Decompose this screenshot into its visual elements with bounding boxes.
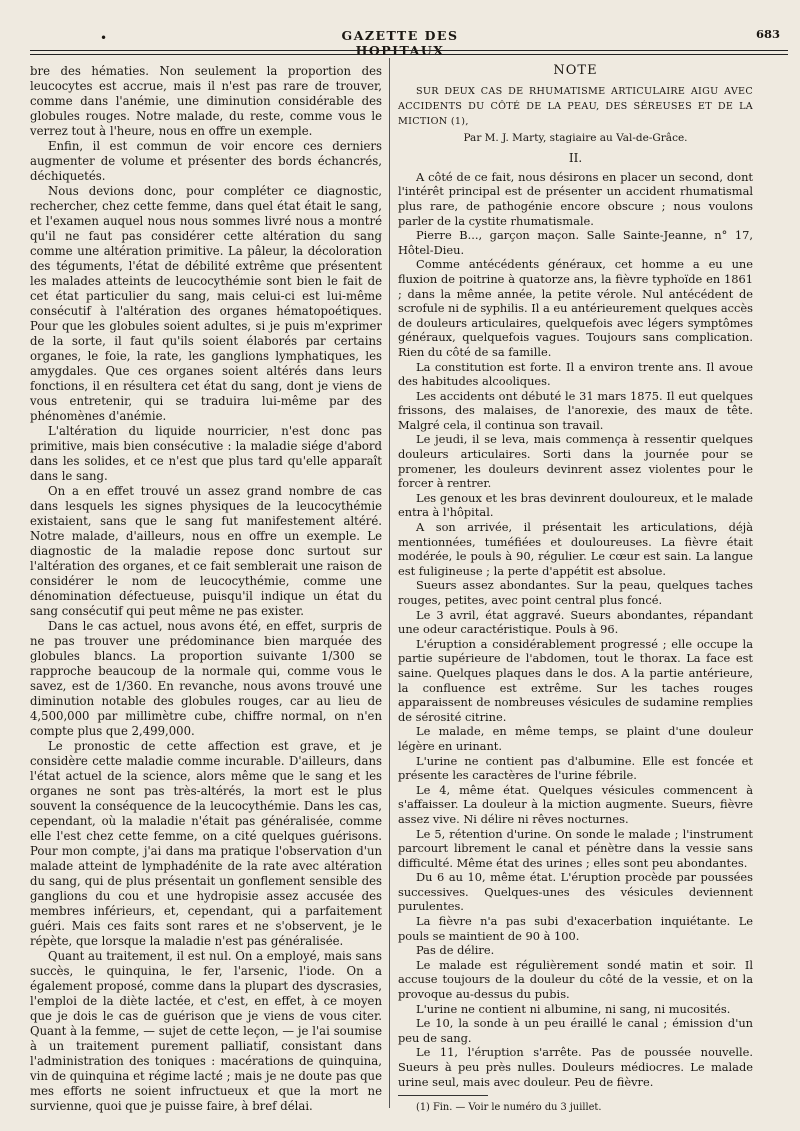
paragraph: Le 10, la sonde à un peu éraillé le canal ; émission d'un peu de sang. [398,1016,753,1045]
paragraph: A côté de ce fait, nous désirons en placer un second, dont l'intérêt principal est de présenter un accident rhumatismal plus rare, de pathogénie encore obscure ; nous voulons parler de la cystite rhumatismale. [398,169,753,228]
paragraph: Pas de délire. [416,943,495,958]
paragraph: L'urine ne contient ni albumine, ni sang, ni mucosités. [416,1001,731,1016]
paragraph: L'éruption a considérablement progressé ; elle occupe la partie supérieure de l'abdomen, tout le thorax. La face est saine. Quelques plaques dans le dos. A la partie antérieure, la confluence est extrême. Sur les taches rouges apparaissent de nombreuses vésicules de sudamine remplies de sérosité citrine. [398,636,753,724]
paragraph: Le 3 avril, état aggravé. Sueurs abondantes, répandant une odeur caractéristique. Pouls à 96. [398,607,753,637]
page-number: 683 [756,27,781,41]
paragraph: Sueurs assez abondantes. Sur la peau, quelques taches rouges, petites, avec point central plus foncé. [398,578,753,607]
section-number: II. [568,151,583,166]
header-rule-thick [30,50,788,51]
paragraph: Quant au traitement, il est nul. On a employé, mais sans succès, le quinquina, le fer, l'arsenic, l'iode. On a également proposé, comme dans la plupart des dyscrasies, l'emploi de la diète lactée, et c'est, en effet, à ce moyen que je dois le cas de guérison que je viens de vous citer. Quant à la femme, — sujet de cette leçon, — je l'ai soumise à un traitement purement palliatif, consistant dans l'administration des toniques : macérations de quinquina, vin de quinquina et régime lacté ; mais je ne doute pas que mes efforts ne soient infructueux et que la mort ne survienne, quoi que je puisse faire, à bref délai. [30,949,382,1113]
paragraph: Enfin, il est commun de voir encore ces derniers augmenter de volume et présenter des bords échancrés, déchiquetés. [30,139,382,183]
paragraph: La fièvre n'a pas subi d'exacerbation inquiétante. Le pouls se maintient de 90 à 100. [398,914,753,943]
paragraph: Les genoux et les bras devinrent douloureux, et le malade entra à l'hôpital. [398,490,753,520]
footnote: (1) Fin. — Voir le numéro du 3 juillet. [416,1102,602,1114]
note-title: NOTE [553,63,598,78]
author-line: Par M. J. Marty, stagiaire au Val-de-Grâce. [463,131,688,144]
paragraph: Pierre B..., garçon maçon. Salle Sainte-Jeanne, n° 17, Hôtel-Dieu. [398,228,753,257]
paragraph: La constitution est forte. Il a environ trente ans. Il avoue des habitudes alcooliques. [398,359,753,389]
paragraph: Dans le cas actuel, nous avons été, en effet, surpris de ne pas trouver une prédominance bien marquée des globules blancs. La proportion suivante 1/300 se rapproche beaucoup de la normale qui, comme vous le savez, est de 1/360. En revanche, nous avons trouvé une diminution notable des globules rouges, car au lieu de 4,500,000 par millimètre cube, chiffre normal, on n'en compte plus que 2,499,000. [30,619,382,738]
paragraph: Le malade, en même temps, se plaint d'une douleur légère en urinant. [398,724,753,753]
paragraph: Comme antécédents généraux, cet homme a eu une fluxion de poitrine à quatorze ans, la fièvre typhoïde en 1861 ; dans la même année, la petite vérole. Nul antécédent de scrofule ni de syphilis. Il a eu antérieurement quelques accès de douleurs articulaires, quelquefois avec légers symptômes généraux, quelquefois vagues. Toujours sans complication. Rien du côté de sa famille. [398,257,753,359]
footnote-rule [398,1095,488,1096]
paragraph: Le 5, rétention d'urine. On sonde le malade ; l'instrument parcourt librement le canal et pénètre dans la vessie sans difficulté. Même état des urines ; elles sont peu abondantes. [398,826,753,870]
paragraph: Nous devions donc, pour compléter ce diagnostic, rechercher, chez cette femme, dans quel état était le sang, et l'examen auquel nous nous sommes livré nous a montré qu'il ne faut pas considérer cette altération du sang comme une altération primitive. La pâleur, la décoloration des téguments, l'état de débilité extrême que présentent les malades atteints de leucocythémie sont bien le fait de cet état particulier du sang, mais celui-ci est lui-même consécutif à l'altération des organes hématopoétiques. Pour que les globules soient adultes, si je puis m'exprimer de la sorte, il faut qu'ils soient élaborés par certains organes, le foie, la rate, les ganglions lymphatiques, les amygdales. Que ces organes soient altérés dans leurs fonctions, il en résultera cet état du sang, dont je viens de vous entretenir, qui se traduira lui-même par des phénomènes d'anémie. [30,184,382,423]
paragraph: Le pronostic de cette affection est grave, et je considère cette maladie comme incurable. D'ailleurs, dans l'état actuel de la science, alors même que le sang et les organes ne sont pas très-altérés, la mort est le plus souvent la conséquence de la leucocythémie. Dans les cas, cependant, où la maladie n'était pas généralisée, comme elle l'est chez cette femme, on a cité quelques guérisons. Pour mon compte, j'ai dans ma pratique l'observation d'un malade atteint de lymphadénite de la rate avec altération du sang, qui de plus présentait un gonflement sensible des ganglions du cou et une hydropisie assez accusée des membres inférieurs, et, cependant, qui a parfaitement guéri. Mais ces faits sont rares et ne s'observent, je le répète, que lorsque la maladie n'est pas généralisée. [30,739,382,948]
paragraph: bre des hématies. Non seulement la proportion des leucocytes est accrue, mais il n'est pas rare de trouver, comme dans l'anémie, une diminution considérable des globules rouges. Notre malade, du reste, comme vous le verrez tout à l'heure, nous en offre un exemple. [30,64,382,138]
paragraph: Du 6 au 10, même état. L'éruption procède par poussées successives. Quelques-unes des vésicules deviennent purulentes. [398,870,753,914]
paragraph: L'urine ne contient pas d'albumine. Elle est foncée et présente les caractères de l'urine fébrile. [398,753,753,783]
running-head: GAZETTE DES HOPITAUX [341,28,459,58]
paragraph: Les accidents ont débuté le 31 mars 1875. Il eut quelques frissons, des malaises, de l'anorexie, des maux de tête. Malgré cela, il continua son travail. [398,388,753,432]
paragraph: Le 11, l'éruption s'arrête. Pas de poussée nouvelle. Sueurs à peu près nulles. Douleurs médiocres. Le malade urine seul, mais avec douleur. Peu de fièvre. [398,1045,753,1089]
paragraph: Le jeudi, il se leva, mais commença à ressentir quelques douleurs articulaires. Sorti dans la journée pour se promener, les douleurs devinrent assez violentes pour le forcer à rentrer. [398,432,753,491]
right-column [398,64,753,1114]
paragraph: Le 4, même état. Quelques vésicules commencent à s'affaisser. La douleur à la miction augmente. Sueurs, fièvre assez vive. Ni délire ni rêves nocturnes. [398,782,753,826]
header-rule-thin [30,54,788,55]
column-divider [389,58,390,1108]
left-column [30,64,382,1114]
note-subject: SUR DEUX CAS DE RHUMATISME ARTICULAIRE AIGU AVEC ACCIDENTS DU CÔTÉ DE LA PEAU, DES SÉREUSES ET DE LA MICTION (1), [398,85,753,127]
paragraph: L'altération du liquide nourricier, n'est donc pas primitive, mais bien consécutive : la maladie siége d'abord dans les solides, et ce n'est que plus tard qu'elle apparaît dans le sang. [30,424,382,483]
paragraph: Le malade est régulièrement sondé matin et soir. Il accuse toujours de la douleur du côté de la vessie, et on la provoque au-dessus du pubis. [398,957,753,1002]
header-dot: • [100,31,108,45]
paragraph: On a en effet trouvé un assez grand nombre de cas dans lesquels les signes physiques de la leucocythémie existaient, sans que le sang fut manifestement altéré. Notre malade, d'ailleurs, nous en offre un exemple. Le diagnostic de la maladie repose donc surtout sur l'altération des organes, et ce fait semblerait une raison de considérer le nom de leucocythémie, comme une dénomination défectueuse, puisqu'il indique un état du sang consécutif qui peut même ne pas exister. [30,484,382,618]
paragraph: A son arrivée, il présentait les articulations, déjà mentionnées, tuméfiées et douloureuses. La fièvre était modérée, le pouls à 90, régulier. Le cœur est sain. La langue est fuligineuse ; la perte d'appétit est absolue. [398,520,753,578]
